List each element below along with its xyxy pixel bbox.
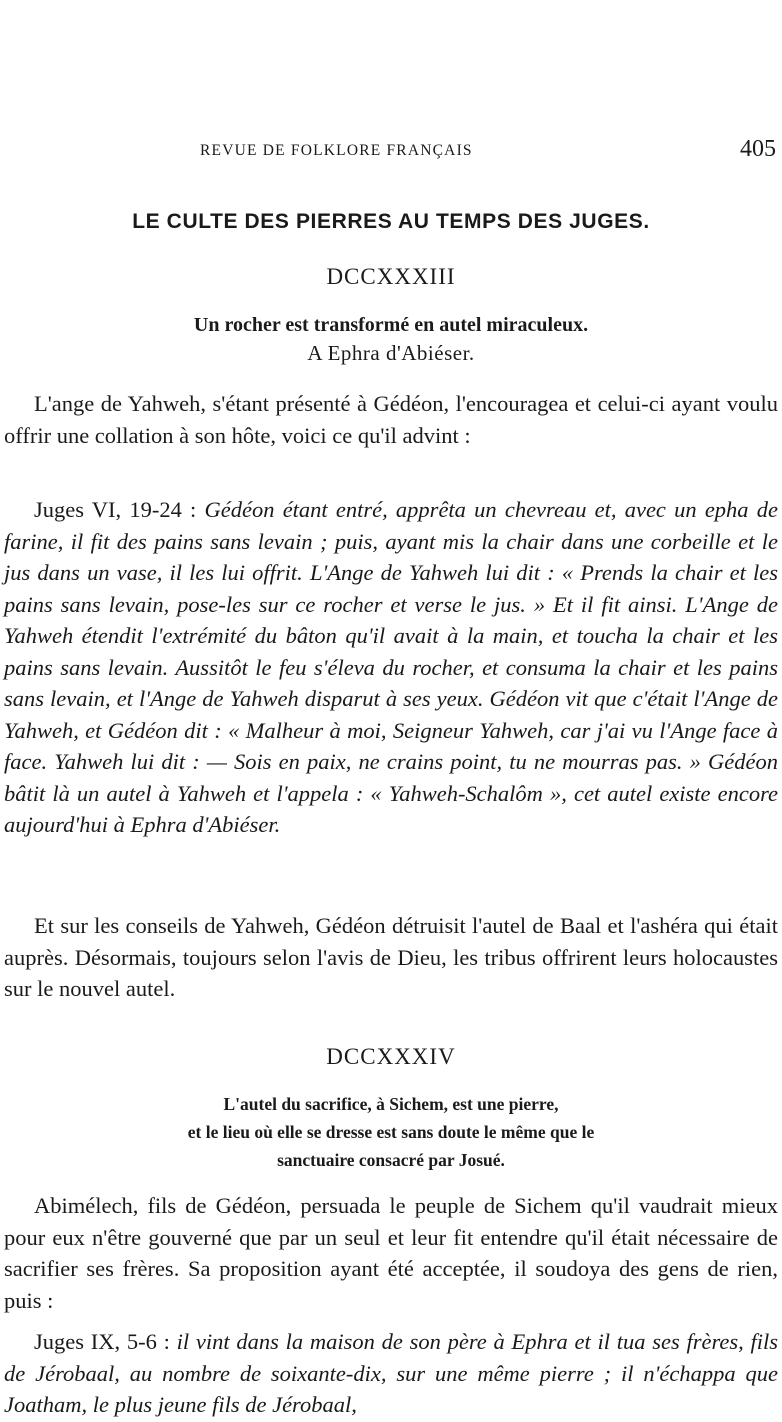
- section-subtitle-734-line-3: sanctuaire consacré par Josué.: [277, 1150, 505, 1170]
- paragraph-citation-733: [4, 494, 778, 841]
- paragraph-intro-733: L'ange de Yahweh, s'étant présenté à Gédéon, l'encouragea et celui-ci ayant voulu offrir une collation à son hôte, voici ce qu'il advint :: [4, 391, 778, 448]
- running-title: REVUE DE FOLKLORE FRANÇAIS: [200, 142, 473, 159]
- running-header: [0, 136, 782, 164]
- section-number-734: DCCXXXIV: [326, 1044, 456, 1069]
- citation-text: Gédéon étant entré, apprêta un chevreau et, avec un epha de farine, il fit des pains sans levain ; puis, ayant mis la chair dans une corbeille et le jus dans un vase, il les lui offrit. L'Ange de Yahweh lui dit : « Prends la chair et les pains sans levain, pose-les sur ce rocher et verse le jus. » Et il fit ainsi. L'Ange de Yahweh étendit l'extrémité du bâton qu'il avait à la main, et toucha la chair et les pains sans levain. Aussitôt le feu s'éleva du rocher, et consuma la chair et les pains sans levain, et l'Ange de Yahweh disparut à ses yeux. Gédéon vit que c'était l'Ange de Yahweh, et Gédéon dit : « Malheur à moi, Seigneur Yahweh, car j'ai vu l'Ange face à face. Yahweh lui dit : — Sois en paix, ne crains point, tu ne mourras pas. » Gédéon bâtit là un autel à Yahweh et l'appela : « Yahweh-Schalôm », cet autel existe encore aujourd'hui à Ephra d'Abiéser.: [4, 497, 778, 837]
- section-subtitle-734-line-2: et le lieu où elle se dresse est sans doute le même que le: [187, 1122, 595, 1142]
- paragraph-intro-734: Abimélech, fils de Gédéon, persuada le peuple de Sichem qu'il vaudrait mieux pour eux n'être gouverné que par un seul et leur fit entendre qu'il était nécessaire de sacrifier ses frères. Sa proposition ayant été acceptée, il soudoya des gens de rien, puis :: [4, 1193, 778, 1313]
- paragraph-citation-734: [4, 1326, 778, 1421]
- section-number-733: DCCXXXIII: [326, 264, 456, 289]
- article-title: LE CULTE DES PIERRES AU TEMPS DES JUGES.: [132, 210, 650, 233]
- section-place-733: A Ephra d'Abiéser.: [307, 341, 475, 365]
- citation-text: il vint dans la maison de son père à Ephra et il tua ses frères, fils de Jérobaal, au nombre de soixante-dix, sur une même pierre ; il n'échappa que Joatham, le plus jeune fils de Jérobaal,: [4, 1329, 778, 1417]
- citation-reference: Juges VI, 19-24 :: [34, 497, 205, 522]
- section-subtitle-734-line-1: L'autel du sacrifice, à Sichem, est une pierre,: [223, 1094, 559, 1114]
- paragraph-closing-733: Et sur les conseils de Yahweh, Gédéon détruisit l'autel de Baal et l'ashéra qui était auprès. Désormais, toujours selon l'avis de Dieu, les tribus offrirent leurs holocaustes sur le nouvel autel.: [4, 913, 778, 1001]
- citation-reference: Juges IX, 5-6 :: [34, 1329, 177, 1354]
- section-subtitle-733: Un rocher est transformé en autel miraculeux.: [193, 314, 589, 336]
- page-number: 405: [740, 136, 776, 162]
